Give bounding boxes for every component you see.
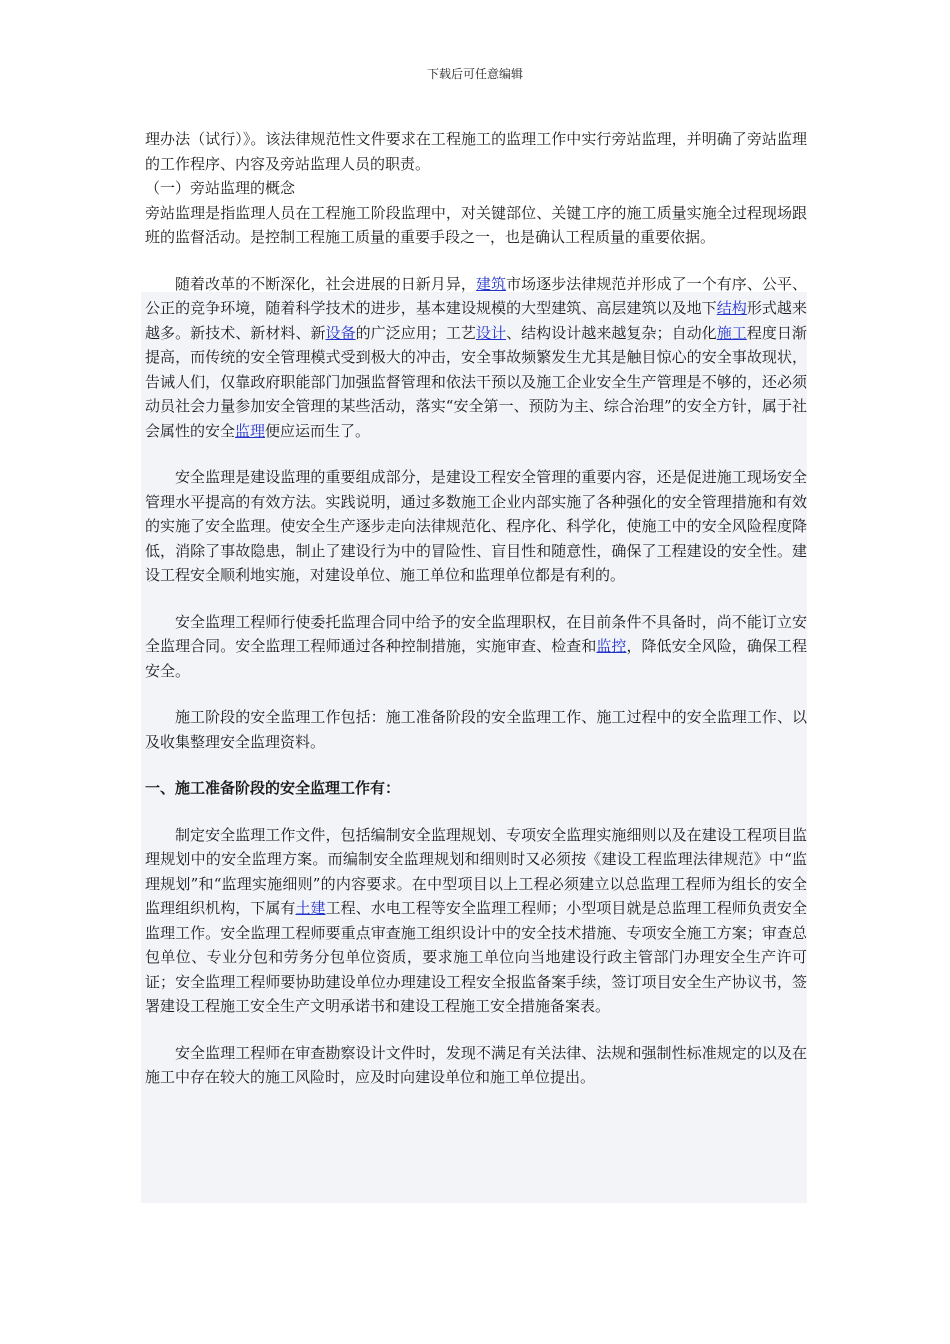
- safety-supervision-paragraph: 安全监理是建设监理的重要组成部分，是建设工程安全管理的重要内容，还是促进施工现场安全管理水平提高的有效方法。实践说明，通过多数施工企业内部实施了各种强化的安全管理措施和有效的实施了安全监理。使安全生产逐步走向法律规范化、程序化、科学化，使施工中的安全风险程度降低，消除了事故隐患，制止了建设行为中的冒险性、盲目性和随意性，确保了工程建设的安全性。建设工程安全顺利地实施，对建设单位、施工单位和监理单位都是有利的。: [145, 468, 807, 584]
- design-review-paragraph: 安全监理工程师在审查勘察设计文件时，发现不满足有关法律、法规和强制性标准规定的以及在施工中存在较大的施工风险时，应及时向建设单位和施工单位提出。: [145, 1043, 807, 1086]
- link-tujian[interactable]: 土建: [295, 899, 326, 917]
- link-shigong[interactable]: 施工: [716, 323, 747, 342]
- text-run: ，降低安全风险，确保工程安全。: [145, 637, 807, 680]
- heading-preparation-stage: 一、施工准备阶段的安全监理工作有：: [145, 779, 401, 797]
- link-sheji[interactable]: 设计: [475, 323, 507, 342]
- text-run: 制定安全监理工作文件，包括编制安全监理规划、专项安全监理实施细则以及在建设工程项目监理规划中的安全监理方案。而编制安全监理规划和细则时又必须按《建设工程监理法律规范》中“监理规划”和“监理实施细则”的内容要求。在中型项目以上工程必须建立以总监理工程师为组长的安全监理组织机构，下属有: [145, 825, 807, 917]
- concept-paragraph: 旁站监理是指监理人员在工程施工阶段监理中，对关键部位、关键工序的施工质量实施全过程现场跟班的监督活动。是控制工程施工质量的重要手段之一，也是确认工程质量的重要依据。: [145, 203, 807, 246]
- link-jiankong[interactable]: 监控: [596, 637, 627, 655]
- reform-paragraph: [145, 272, 807, 444]
- document-body: [145, 127, 807, 1090]
- text-run: 程度日渐提高，而传统的安全管理模式受到极大的冲击，安全事故频繁发生尤其是触目惊心的安全事故现状，告诫人们，仅靠政府职能部门加强监督管理和依法干预以及施工企业安全生产管理是不够的，还必须动员社会力量参加安全管理的某些活动，落实“安全第一、预防为主、综合治理”的安全方针，属于社会属性的安全: [145, 323, 807, 440]
- text-run: 安全监理工程师行使委托监理合同中给予的安全监理职权，在目前条件不具备时，尚不能订立安全监理合同。安全监理工程师通过各种控制措施，实施审查、检查和: [145, 612, 807, 655]
- text-run: 随着改革的不断深化，社会进展的日新月异，: [175, 274, 476, 293]
- text-run: 工程、水电工程等安全监理工程师；小型项目就是总监理工程师负责安全监理工作。安全监理工程师要重点审查施工组织设计中的安全技术措施、专项安全施工方案；审查总包单位、专业分包和劳务分包单位资质，要求施工单位向当地建设行政主管部门办理安全生产许可证；安全监理工程师要协助建设单位办理建设工程安全报监备案手续，签订项目安全生产协议书，签署建设工程施工安全生产文明承诺书和建设工程施工安全措施备案表。: [145, 899, 807, 1015]
- link-jiegou[interactable]: 结构: [716, 299, 747, 317]
- text-run: 形式越来越多。新技术、新材料、新: [145, 299, 807, 342]
- text-run: 市场逐步法律规范并形成了一个有序、公平、公正的竞争环境，随着科学技术的进步，基本建设规模的大型建筑、高层建筑以及地下: [145, 274, 807, 317]
- link-shebei[interactable]: 设备: [325, 323, 356, 342]
- link-jianli[interactable]: 监理: [235, 421, 266, 440]
- text-run: 、结构设计越来越复杂；自动化: [506, 323, 717, 342]
- link-jianzhu[interactable]: 建筑: [475, 274, 507, 293]
- construction-stage-paragraph: 施工阶段的安全监理工作包括：施工准备阶段的安全监理工作、施工过程中的安全监理工作、以及收集整理安全监理资料。: [145, 708, 807, 751]
- section-title-concept: （一）旁站监理的概念: [145, 179, 296, 197]
- text-run: 的广泛应用；工艺: [355, 323, 476, 342]
- preparation-paragraph: [145, 823, 807, 1019]
- page-header: 下载后可任意编辑: [426, 67, 523, 81]
- intro-paragraph: 理办法（试行）》。该法律规范性文件要求在工程施工的监理工作中实行旁站监理，并明确了旁站监理的工作程序、内容及旁站监理人员的职责。: [145, 130, 807, 173]
- text-run: 便应运而生了。: [265, 421, 371, 440]
- engineer-authority-paragraph: [145, 610, 807, 684]
